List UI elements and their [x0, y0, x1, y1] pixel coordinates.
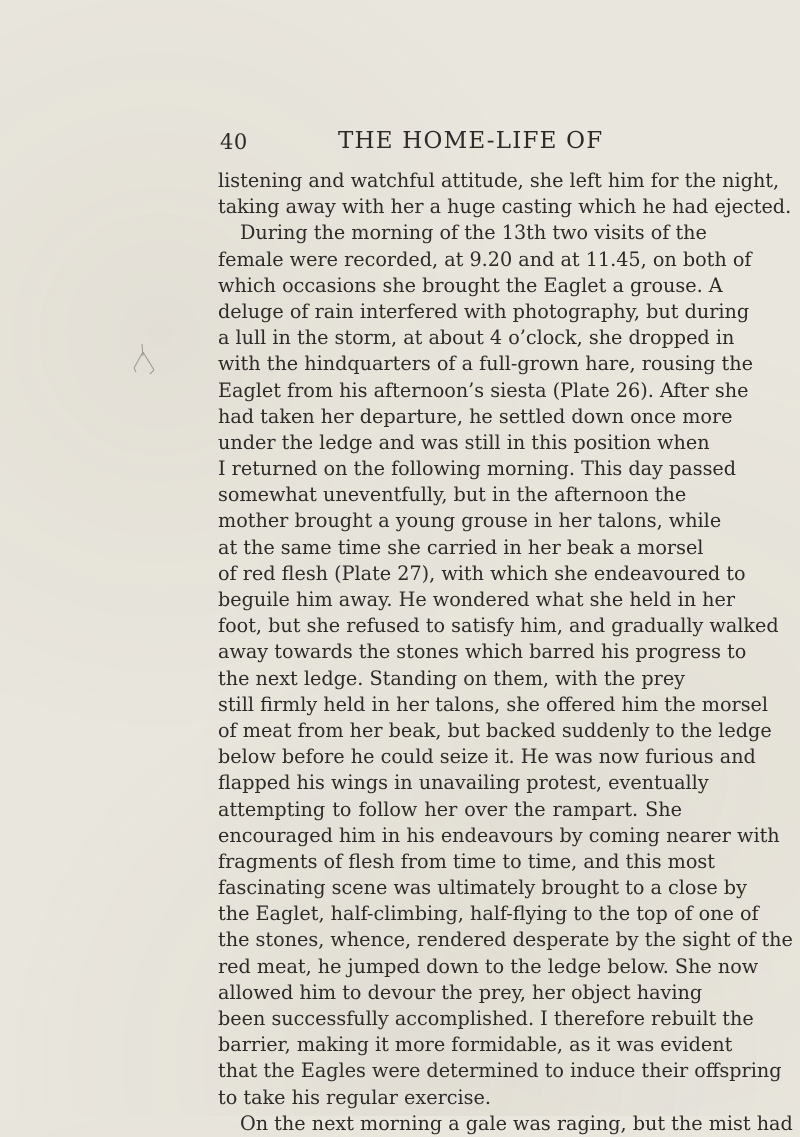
text-line: of meat from her beak, but backed suddenly to the ledge	[218, 718, 772, 742]
text-line: On the next morning a gale was raging, but the mist had	[240, 1111, 793, 1135]
text-line: the stones, whence, rendered desperate by the sight of the	[218, 928, 793, 952]
text-line: fascinating scene was ultimately brought to a close by	[218, 876, 747, 900]
text-line: the Eaglet, half-climbing, half-flying to the top of one of	[218, 902, 759, 926]
text-line: at the same time she carried in her beak a morsel	[218, 535, 704, 559]
body-text	[218, 168, 793, 1137]
text-line: barrier, making it more formidable, as it was evident	[218, 1033, 733, 1057]
text-line: listening and watchful attitude, she left him for the night,	[218, 169, 780, 192]
text-line: Eaglet from his afternoon’s siesta (Plate 26). After she	[218, 378, 749, 402]
text-line: a lull in the storm, at about 4 o’clock, she dropped in	[218, 326, 735, 350]
text-line: encouraged him in his endeavours by coming nearer with	[218, 823, 780, 847]
text-line: still firmly held in her talons, she offered him the morsel	[218, 692, 769, 716]
text-line: had taken her departure, he settled down once more	[218, 404, 733, 428]
text-line: flapped his wings in unavailing protest, eventually	[218, 771, 709, 795]
text-line: under the ledge and was still in this position when	[218, 430, 710, 454]
text-line: fragments of flesh from time to time, and this most	[218, 849, 715, 873]
page-number: 40	[220, 130, 248, 154]
text-line: below before he could seize it. He was now furious and	[218, 745, 756, 769]
text-line: beguile him away. He wondered what she held in her	[218, 588, 736, 611]
margin-pencil-mark	[128, 342, 158, 392]
text-line: During the morning of the 13th two visits of the	[240, 221, 707, 245]
text-line: attempting to follow her over the rampart. She	[218, 797, 682, 821]
text-line: that the Eagles were determined to induce their offspring	[218, 1059, 782, 1083]
text-line: away towards the stones which barred his progress to	[218, 640, 747, 664]
text-line: female were recorded, at 9.20 and at 11.45, on both of	[218, 247, 752, 271]
text-line: allowed him to devour the prey, her object having	[218, 980, 703, 1004]
text-line: of red flesh (Plate 27), with which she endeavoured to	[218, 561, 746, 585]
text-line: been successfully accomplished. I therefore rebuilt the	[218, 1007, 754, 1030]
text-line: mother brought a young grouse in her talons, while	[218, 509, 722, 533]
text-line: the next ledge. Standing on them, with the prey	[218, 666, 686, 690]
text-line: somewhat uneventfully, but in the afternoon the	[218, 483, 687, 507]
text-line: I returned on the following morning. This day passed	[218, 457, 737, 481]
text-line: with the hindquarters of a full-grown hare, rousing the	[218, 352, 753, 376]
text-line: to take his regular exercise.	[218, 1085, 491, 1109]
text-line: which occasions she brought the Eaglet a grouse. A	[218, 273, 723, 297]
text-line: taking away with her a huge casting which he had ejected.	[218, 195, 792, 219]
running-head	[220, 124, 680, 164]
running-title: THE HOME-LIFE OF	[338, 128, 604, 154]
text-line: deluge of rain interfered with photography, but during	[218, 299, 750, 323]
text-line: red meat, he jumped down to the ledge below. She now	[218, 954, 759, 978]
text-line: foot, but she refused to satisfy him, and gradually walked	[218, 614, 779, 638]
